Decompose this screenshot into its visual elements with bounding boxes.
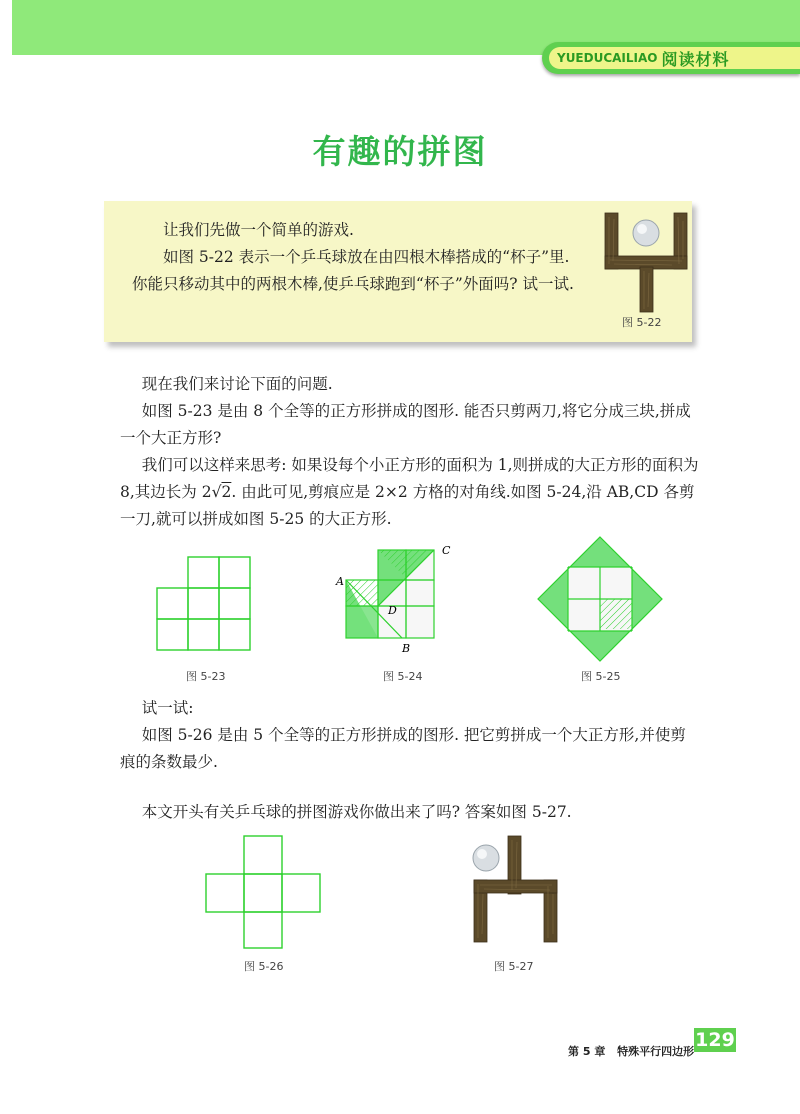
figure-5-26-caption: 图 5-26	[244, 960, 284, 973]
figure-5-26	[200, 830, 330, 955]
figure-5-22-caption: 图 5-22	[622, 316, 662, 329]
ball-highlight	[637, 224, 647, 234]
ping-pong-ball	[633, 220, 659, 246]
figure-5-23	[150, 553, 270, 663]
chapter-title: 特殊平行四边形	[617, 1045, 695, 1058]
sqrt-radicand: 2	[221, 483, 232, 501]
section-label	[542, 42, 800, 74]
piece-lower	[346, 606, 378, 638]
page-number: 129	[695, 1029, 735, 1051]
sqrt-symbol: √	[211, 483, 222, 501]
figure-5-24-caption: 图 5-24	[383, 670, 423, 683]
stick-stem	[640, 267, 653, 312]
footer-chapter	[568, 1043, 694, 1059]
try-text: 如图 5-26 是由 5 个全等的正方形拼成的图形. 把它剪拼成一个大正方形,并使剪痕的条数最少.	[120, 726, 686, 771]
ball-highlight	[477, 849, 487, 859]
section-label-en: YUEDUCAILIAO	[557, 51, 658, 65]
intro-paragraph-2: 如图 5-22 表示一个乒乓球放在由四根木棒搭成的“杯子”里. 你能只移动其中的两根木棒,使乒乓球跑到“杯子”外面吗? 试一试.	[132, 248, 574, 293]
ping-pong-ball	[473, 845, 499, 871]
section-label-cn: 阅读材料	[661, 49, 730, 69]
label-A: A	[336, 575, 344, 588]
body-paragraph-1: 现在我们来讨论下面的问题.	[141, 375, 333, 393]
page-title: 有趣的拼图	[312, 132, 488, 171]
label-D: D	[388, 604, 397, 617]
stick-crossbar	[474, 880, 557, 893]
label-C: C	[442, 544, 451, 557]
figure-5-25-caption: 图 5-25	[581, 670, 621, 683]
try-heading: 试一试:	[141, 699, 194, 717]
figure-5-22	[602, 209, 692, 314]
figure-5-27-caption: 图 5-27	[494, 960, 534, 973]
body-paragraph-3-part-a: 我们可以这样来思考: 如果设每个小正方形的面积为 1,则拼成的大正方形的面积为 8,其边长为 2	[120, 456, 699, 501]
body-paragraph-3-part-b: . 由此可见,剪痕应是 2×2 方格的对角线.如图 5-24,沿 AB,CD 各剪一刀,就可以拼成如图 5-25 的大正方形.	[120, 483, 695, 528]
intro-paragraph-1: 让我们先做一个简单的游戏.	[163, 221, 354, 239]
hatched-piece	[600, 599, 632, 629]
figure-5-25	[530, 535, 670, 665]
label-B: B	[402, 642, 411, 655]
chapter-number: 第 5 章	[568, 1045, 606, 1058]
answer-text: 本文开头有关乒乓球的拼图游戏你做出来了吗? 答案如图 5-27.	[141, 803, 572, 821]
figure-5-24	[330, 540, 460, 665]
corner-right	[632, 569, 662, 629]
figure-5-23-caption: 图 5-23	[186, 670, 226, 683]
section-label-inner	[549, 47, 800, 69]
figure-5-27	[464, 834, 564, 946]
intro-box	[104, 201, 692, 342]
body-paragraph-2: 如图 5-23 是由 8 个全等的正方形拼成的图形. 能否只剪两刀,将它分成三块,拼成一个大正方形?	[120, 402, 691, 447]
corner-top	[570, 537, 630, 567]
piece-hatched	[346, 580, 378, 606]
corner-left	[538, 569, 568, 629]
corner-bottom	[570, 631, 630, 661]
body-paragraph-3	[120, 452, 700, 533]
